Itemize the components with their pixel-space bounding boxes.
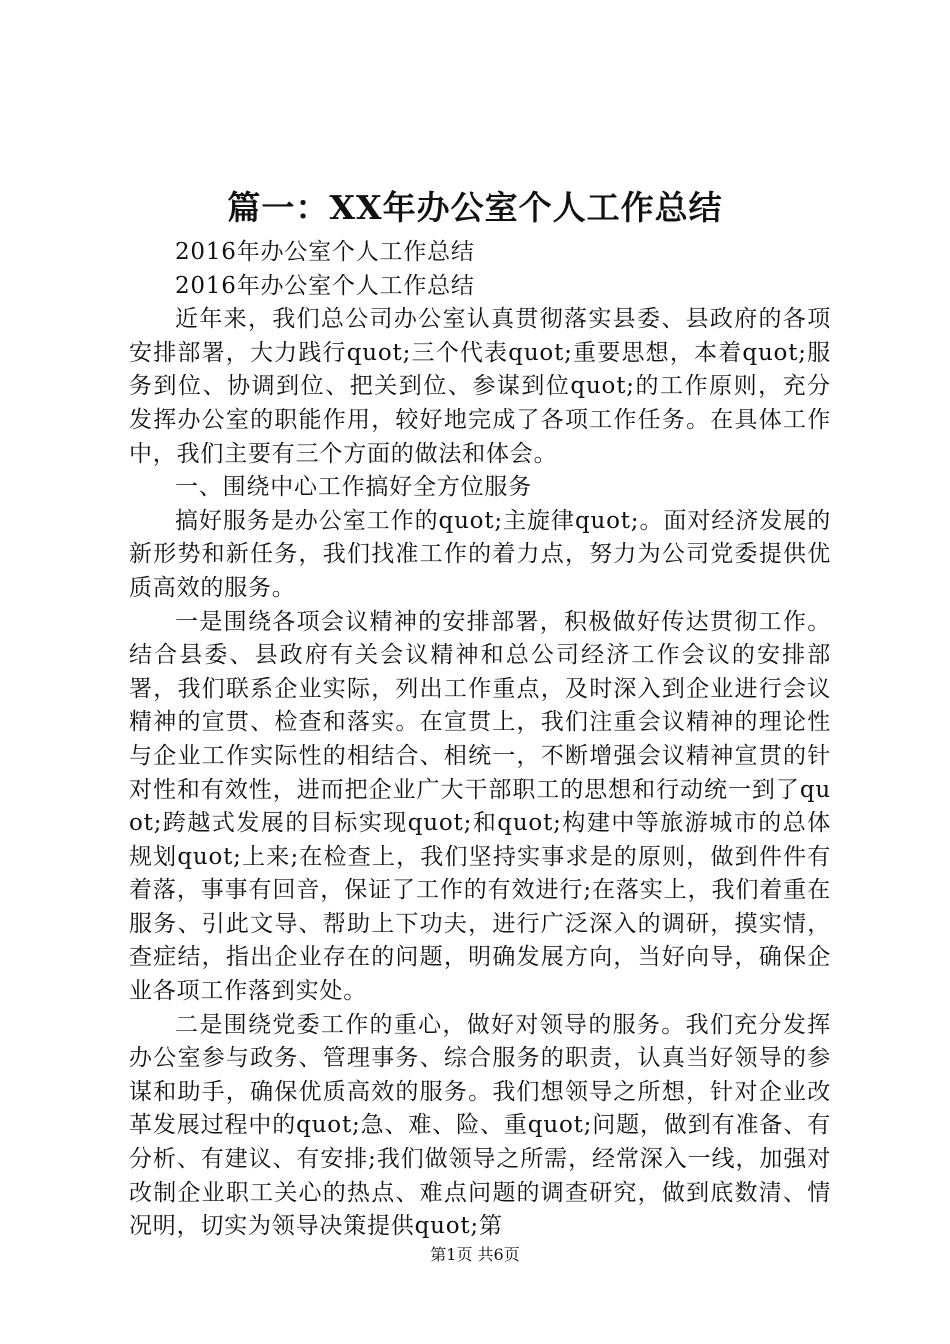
section-heading-1: 一、围绕中心工作搞好全方位服务	[175, 474, 532, 501]
paragraph-subtitle-2: 2016年办公室个人工作总结	[175, 272, 475, 299]
paragraph-intro: 近年来，我们总公司办公室认真贯彻落实县委、县政府的各项安排部署，大力践行quot;三个代表quot;重要思想，本着quot;服务到位、协调到位、把关到位、参谋到位quot;的工作原则，充分发挥办公室的职能作用，较好地完成了各项工作任务。在具体工作中，我们主要有三个方面的做法和体会。	[129, 306, 831, 467]
page-footer: 第1页 共6页	[430, 1245, 520, 1264]
document-title: 篇一：XX年办公室个人工作总结	[227, 188, 723, 227]
paragraph-point-1: 一是围绕各项会议精神的安排部署，积极做好传达贯彻工作。结合县委、县政府有关会议精神和总公司经济工作会议的安排部署，我们联系企业实际，列出工作重点，及时深入到企业进行会议精神的宣贯、检查和落实。在宣贯上，我们注重会议精神的理论性与企业工作实际性的相结合、相统一，不断增强会议精神宣贯的针对性和有效性，进而把企业广大干部职工的思想和行动统一到了quot;跨越式发展的目标实现quot;和quot;构建中等旅游城市的总体规划quot;上来;在检查上，我们坚持实事求是的原则，做到件件有着落，事事有回音，保证了工作的有效进行;在落实上，我们着重在服务、引此文导、帮助上下功夫，进行广泛深入的调研，摸实情，查症结，指出企业存在的问题，明确发展方向，当好向导，确保企业各项工作落到实处。	[129, 608, 831, 1005]
paragraph-service: 搞好服务是办公室工作的quot;主旋律quot;。面对经济发展的新形势和新任务，我们找准工作的着力点，努力为公司党委提供优质高效的服务。	[129, 507, 831, 601]
paragraph-subtitle-1: 2016年办公室个人工作总结	[175, 239, 475, 265]
paragraph-point-2: 二是围绕党委工作的重心，做好对领导的服务。我们充分发挥办公室参与政务、管理事务、综合服务的职责，认真当好领导的参谋和助手，确保优质高效的服务。我们想领导之所想，针对企业改革发展过程中的quot;急、难、险、重quot;问题，做到有准备、有分析、有建议、有安排;我们做领导之所需，经常深入一线，加强对改制企业职工关心的热点、难点问题的调查研究，做到底数清、情况明，切实为领导决策提供quot;第	[129, 1011, 831, 1240]
document-body	[129, 236, 831, 1244]
